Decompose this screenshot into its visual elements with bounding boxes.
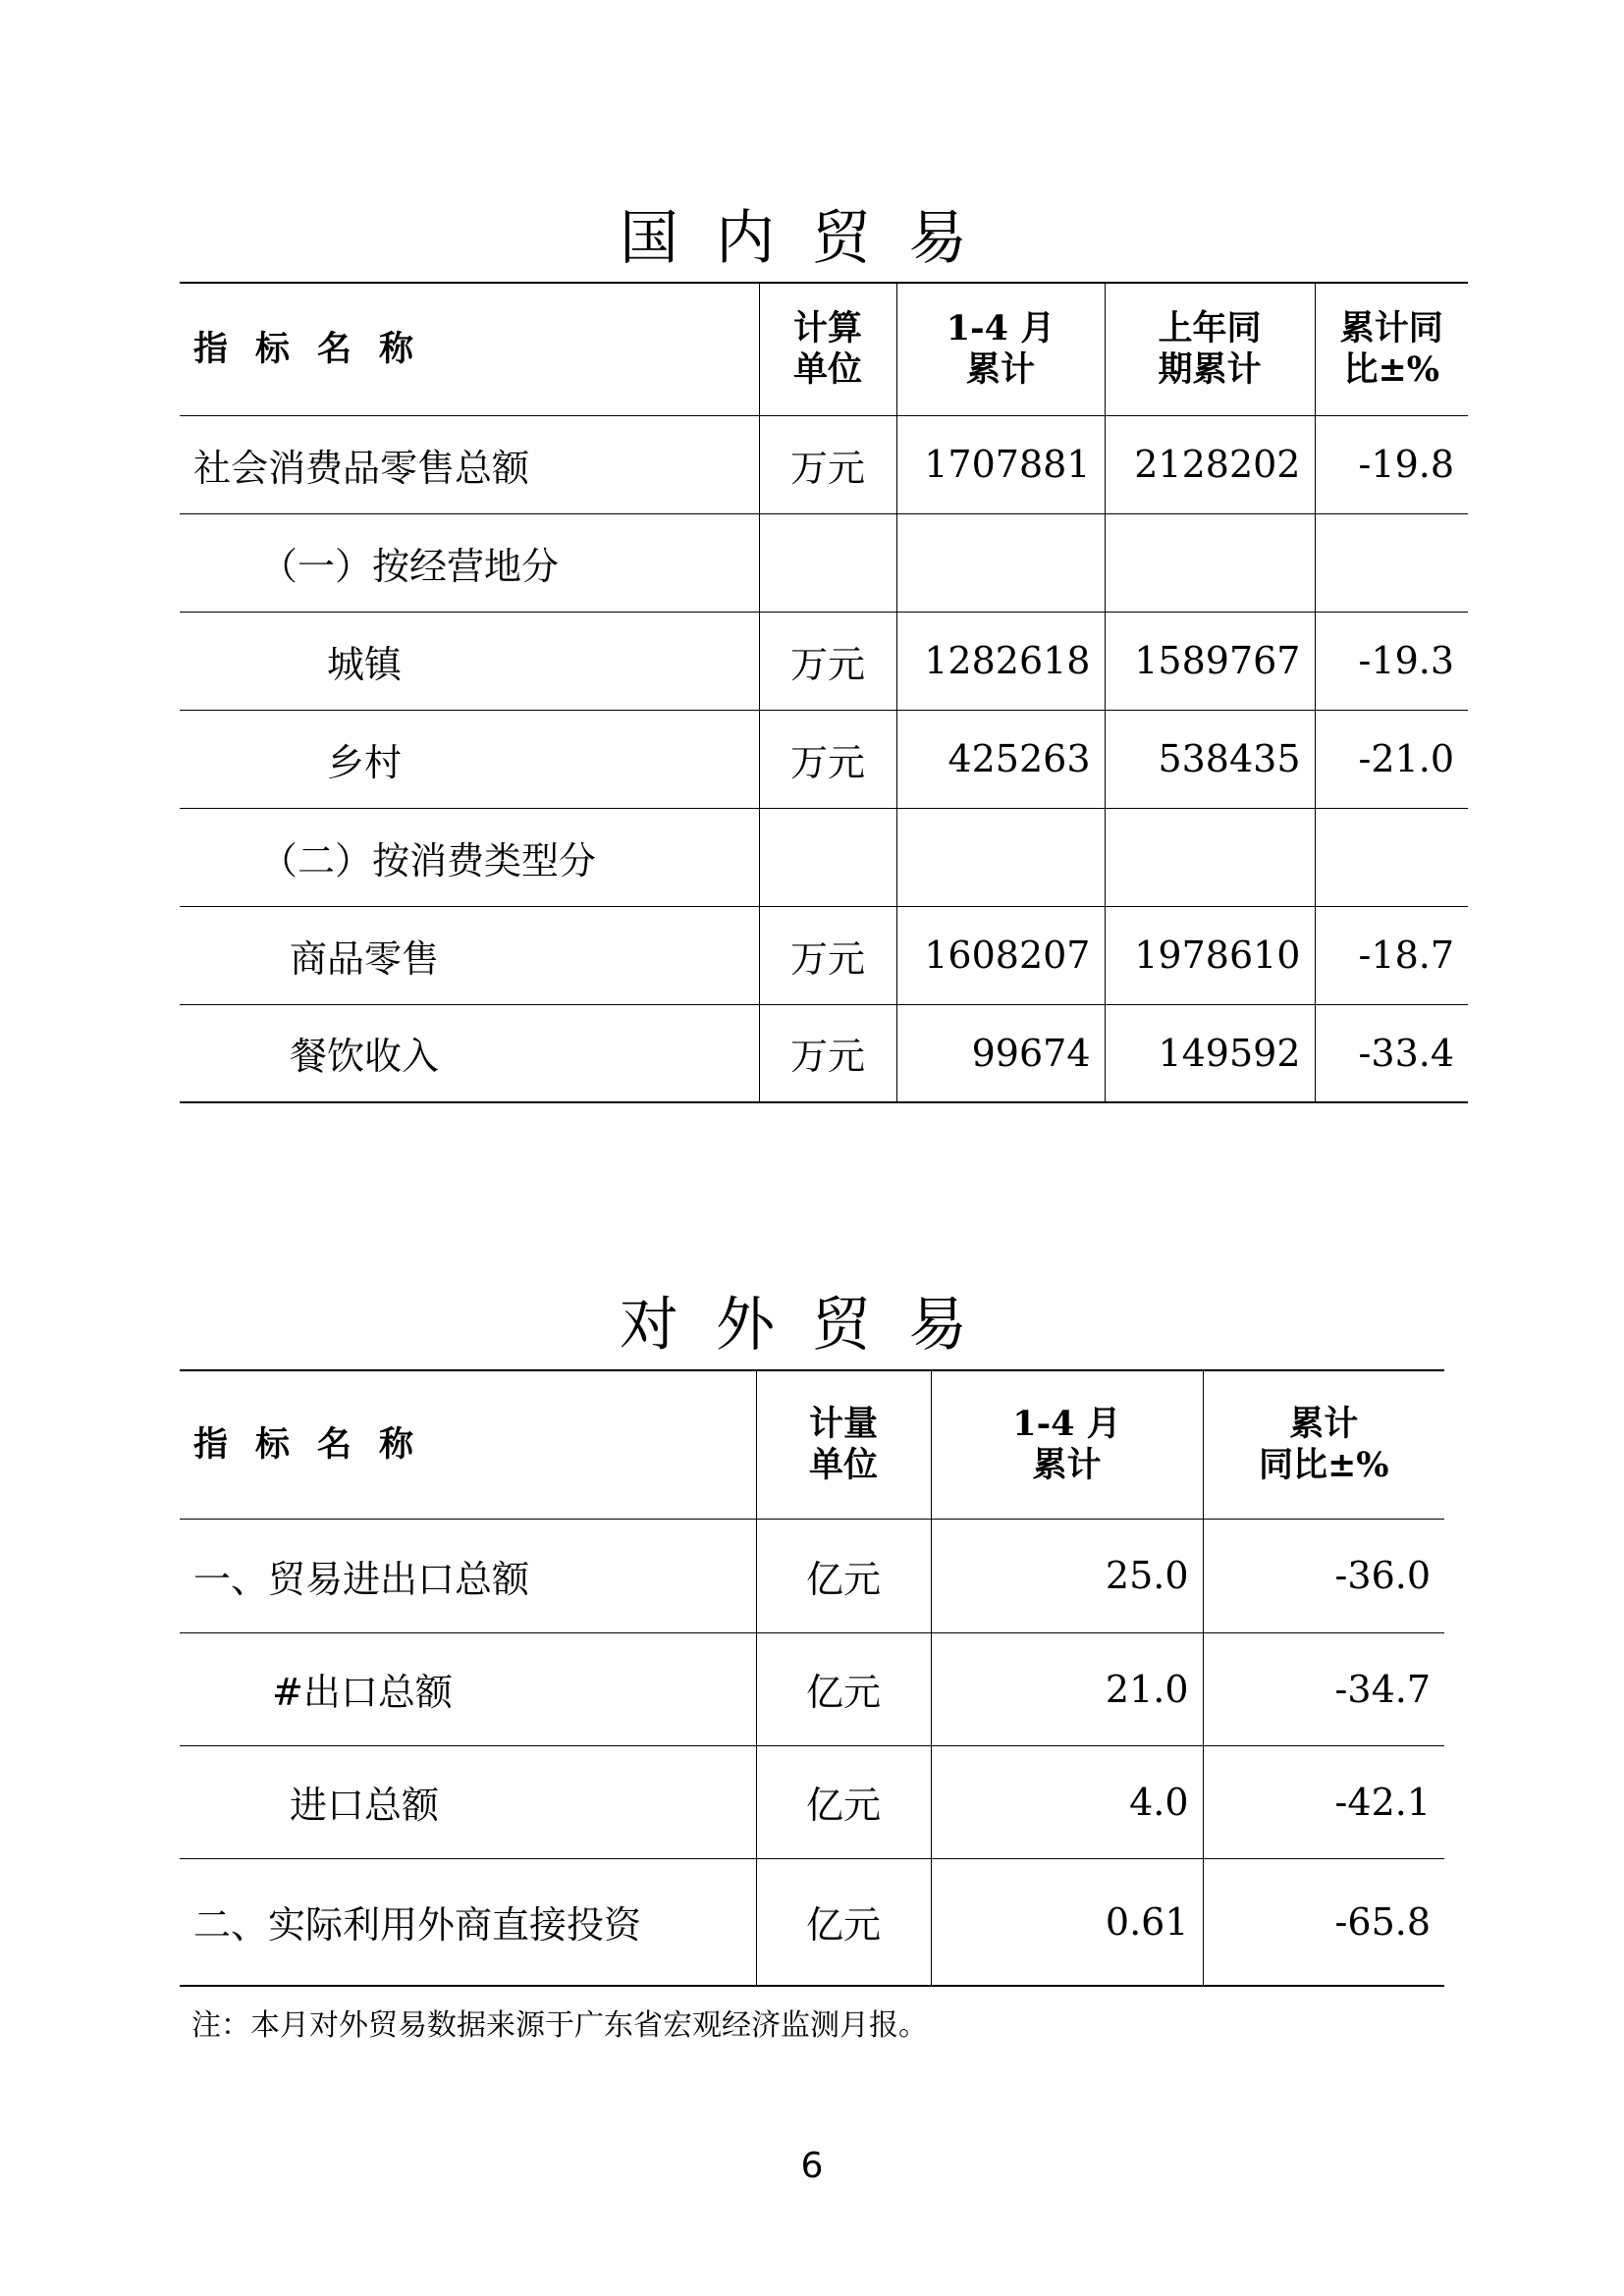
table-row xyxy=(180,1004,1468,1102)
row-yoy: -19.3 xyxy=(1315,612,1468,710)
row-cumulative: 1707881 xyxy=(896,415,1105,513)
table-header-row xyxy=(180,283,1468,415)
row-yoy xyxy=(1315,513,1468,612)
row-cumulative xyxy=(896,808,1105,906)
row-name: 一、贸易进出口总额 xyxy=(180,1519,756,1632)
footnote: 注：本月对外贸易数据来源于广东省宏观经济监测月报。 xyxy=(191,2008,928,2043)
row-yoy: -42.1 xyxy=(1203,1745,1444,1858)
row-name: 乡村 xyxy=(180,710,759,808)
row-name: 社会消费品零售总额 xyxy=(180,415,759,513)
row-name: 商品零售 xyxy=(180,906,759,1004)
header-name: 指标名称 xyxy=(180,283,759,415)
domestic-trade-table xyxy=(180,282,1468,1103)
row-unit: 万元 xyxy=(759,906,896,1004)
row-cumulative xyxy=(896,513,1105,612)
row-name: （一）按经营地分 xyxy=(180,513,759,612)
row-cumulative: 4.0 xyxy=(931,1745,1203,1858)
row-yoy: -19.8 xyxy=(1315,415,1468,513)
header-name: 指标名称 xyxy=(180,1370,756,1519)
row-cumulative: 25.0 xyxy=(931,1519,1203,1632)
header-cumulative: 1-4 月 累计 xyxy=(931,1370,1203,1519)
row-unit xyxy=(759,513,896,612)
row-unit: 亿元 xyxy=(756,1519,931,1632)
table-row xyxy=(180,906,1468,1004)
row-unit: 万元 xyxy=(759,710,896,808)
row-cumulative: 21.0 xyxy=(931,1632,1203,1745)
page-number: 6 xyxy=(800,2146,824,2186)
row-name: #出口总额 xyxy=(180,1632,756,1745)
row-yoy: -36.0 xyxy=(1203,1519,1444,1632)
row-name: 二、实际利用外商直接投资 xyxy=(180,1858,756,1986)
table-row xyxy=(180,1519,1444,1632)
foreign-trade-title: 对外贸易 xyxy=(620,1291,1004,1360)
table-row xyxy=(180,808,1468,906)
row-yoy xyxy=(1315,808,1468,906)
row-unit: 万元 xyxy=(759,612,896,710)
row-unit: 亿元 xyxy=(756,1858,931,1986)
table-row xyxy=(180,1632,1444,1745)
row-yoy: -34.7 xyxy=(1203,1632,1444,1745)
row-yoy: -21.0 xyxy=(1315,710,1468,808)
row-name: 餐饮收入 xyxy=(180,1004,759,1102)
table-row xyxy=(180,415,1468,513)
row-unit: 万元 xyxy=(759,1004,896,1102)
row-cumulative: 99674 xyxy=(896,1004,1105,1102)
row-yoy: -33.4 xyxy=(1315,1004,1468,1102)
row-cumulative: 1282618 xyxy=(896,612,1105,710)
table-row xyxy=(180,710,1468,808)
row-unit: 亿元 xyxy=(756,1745,931,1858)
row-last-year xyxy=(1105,808,1315,906)
row-unit: 万元 xyxy=(759,415,896,513)
row-last-year xyxy=(1105,513,1315,612)
row-cumulative: 1608207 xyxy=(896,906,1105,1004)
row-last-year: 149592 xyxy=(1105,1004,1315,1102)
foreign-trade-table xyxy=(180,1369,1444,1987)
row-yoy: -65.8 xyxy=(1203,1858,1444,1986)
row-name: 进口总额 xyxy=(180,1745,756,1858)
header-cumulative: 1-4 月 累计 xyxy=(896,283,1105,415)
header-unit: 计算 单位 xyxy=(759,283,896,415)
domestic-trade-title: 国内贸易 xyxy=(620,204,1004,273)
header-yoy: 累计同 比±% xyxy=(1315,283,1468,415)
row-last-year: 1978610 xyxy=(1105,906,1315,1004)
row-unit: 亿元 xyxy=(756,1632,931,1745)
table-row xyxy=(180,612,1468,710)
row-cumulative: 425263 xyxy=(896,710,1105,808)
row-name: （二）按消费类型分 xyxy=(180,808,759,906)
table-row xyxy=(180,513,1468,612)
header-unit: 计量 单位 xyxy=(756,1370,931,1519)
row-last-year: 2128202 xyxy=(1105,415,1315,513)
row-unit xyxy=(759,808,896,906)
table-row xyxy=(180,1858,1444,1986)
row-name: 城镇 xyxy=(180,612,759,710)
row-last-year: 538435 xyxy=(1105,710,1315,808)
header-yoy: 累计 同比±% xyxy=(1203,1370,1444,1519)
header-last-year: 上年同 期累计 xyxy=(1105,283,1315,415)
table-header-row xyxy=(180,1370,1444,1519)
row-cumulative: 0.61 xyxy=(931,1858,1203,1986)
row-yoy: -18.7 xyxy=(1315,906,1468,1004)
table-row xyxy=(180,1745,1444,1858)
row-last-year: 1589767 xyxy=(1105,612,1315,710)
